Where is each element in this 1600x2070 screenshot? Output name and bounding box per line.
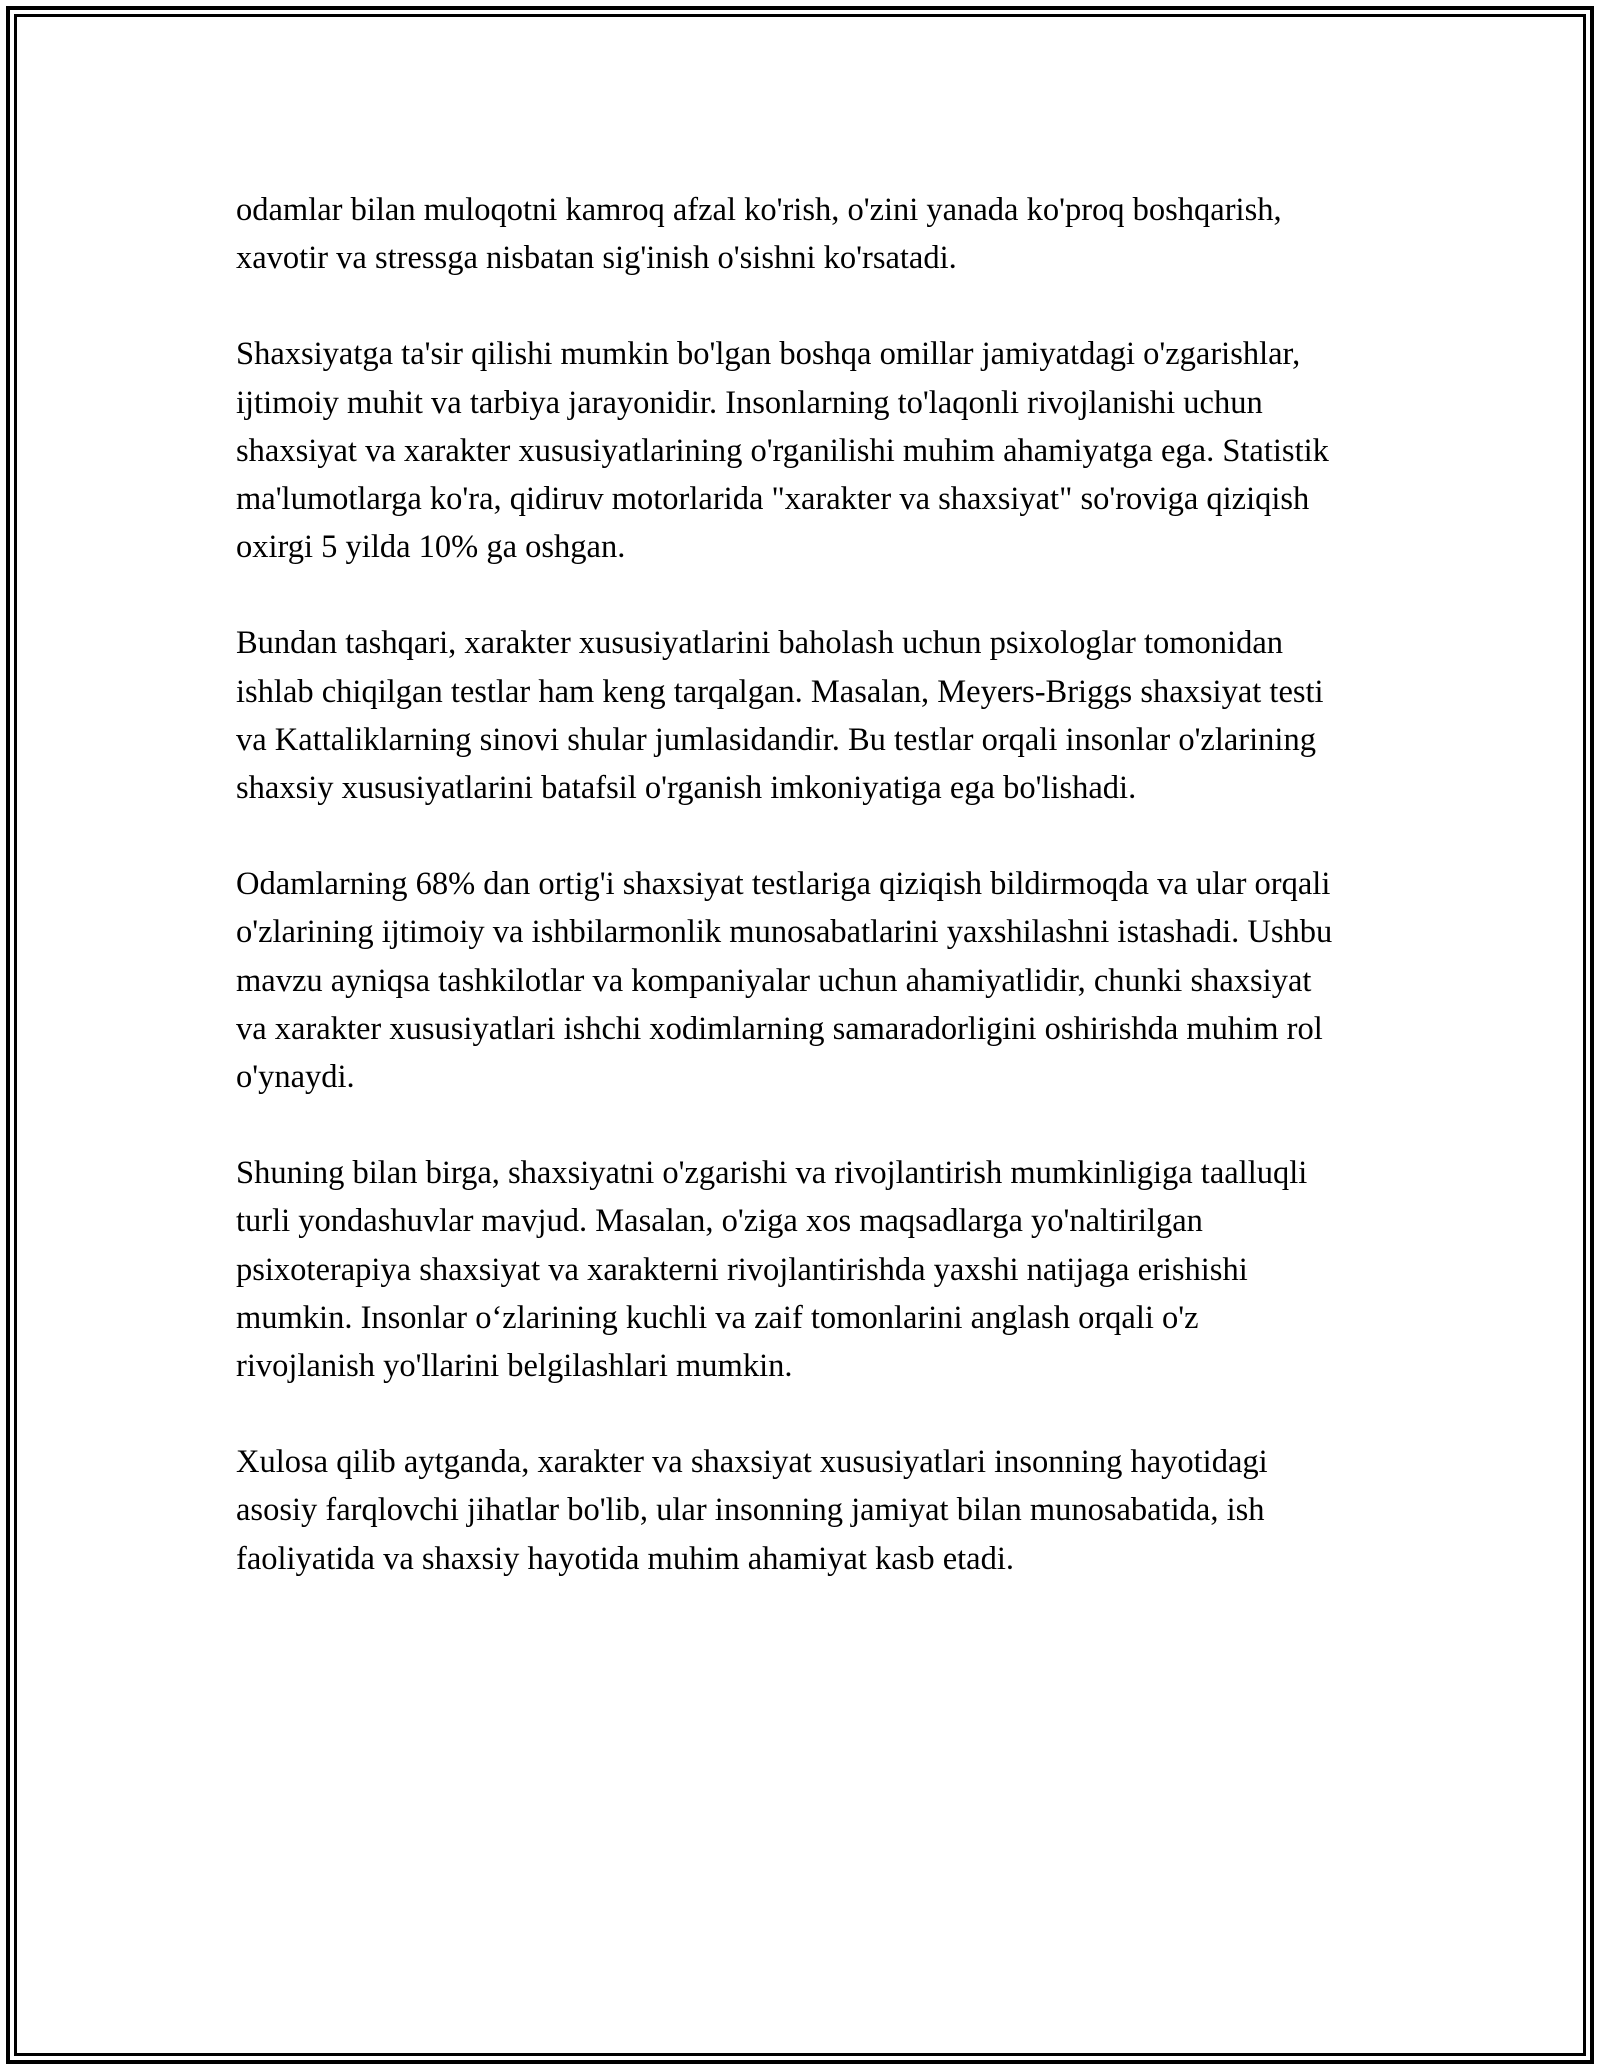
paragraph-6: Xulosa qilib aytganda, xarakter va shaxsiyat xususiyatlari insonning hayotidagi asosiy farqlovchi jihatlar bo'lib, ular insonning jamiyat bilan munosabatida, ish faoliyatida va shaxsiy hayotida muhim ahamiyat kasb etadi. xyxy=(236,1444,1268,1577)
paragraph-5: Shuning bilan birga, shaxsiyatni o'zgarishi va rivojlantirish mumkinligiga taalluqli turli yondashuvlar mavjud. Masalan, o'ziga xos maqsadlarga yo'naltirilgan psixoterapiya shaxsiyat va xarakterni rivojlantirishda yaxshi natijaga erishishi mumkin. Insonlar o‘zlarining kuchli va zaif tomonlarini anglash orqali o'z rivojlanish yo'llarini belgilashlari mumkin. xyxy=(236,1155,1308,1385)
paragraph-3: Bundan tashqari, xarakter xususiyatlarini baholash uchun psixologlar tomonidan ishlab chiqilgan testlar ham keng tarqalgan. Masalan, Meyers-Briggs shaxsiyat testi va Kattaliklarning sinovi shular jumlasidandir. Bu testlar orqali insonlar o'zlarining shaxsiy xususiyatlarini batafsil o'rganish imkoniyatiga ega bo'lishadi. xyxy=(236,625,1324,807)
paragraph-2: Shaxsiyatga ta'sir qilishi mumkin bo'lgan boshqa omillar jamiyatdagi o'zgarishlar, ijtimoiy muhit va tarbiya jarayonidir. Insonlarning to'laqonli rivojlanishi uchun shaxsiyat va xarakter xususiyatlarining o'rganilishi muhim ahamiyatga ega. Statistik ma'lumotlarga ko'ra, qidiruv motorlarida "xarakter va shaxsiyat" so'roviga qiziqish oxirgi 5 yilda 10% ga oshgan. xyxy=(236,336,1329,566)
paragraph-1: odamlar bilan muloqotni kamroq afzal ko'rish, o'zini yanada ko'proq boshqarish, xavotir va stressga nisbatan sig'inish o'sishni ko'rsatadi. xyxy=(236,192,1282,277)
paragraph-4: Odamlarning 68% dan ortig'i shaxsiyat testlariga qiziqish bildirmoqda va ular orqali o'zlarining ijtimoiy va ishbilarmonlik munosabatlarini yaxshilashni istashadi. Ushbu mavzu ayniqsa tashkilotlar va kompaniyalar uchun ahamiyatlidir, chunki shaxsiyat va xarakter xususiyatlari ishchi xodimlarning samaradorligini oshirishda muhim rol o'ynaydi. xyxy=(236,866,1333,1096)
document-body xyxy=(236,186,1336,1631)
